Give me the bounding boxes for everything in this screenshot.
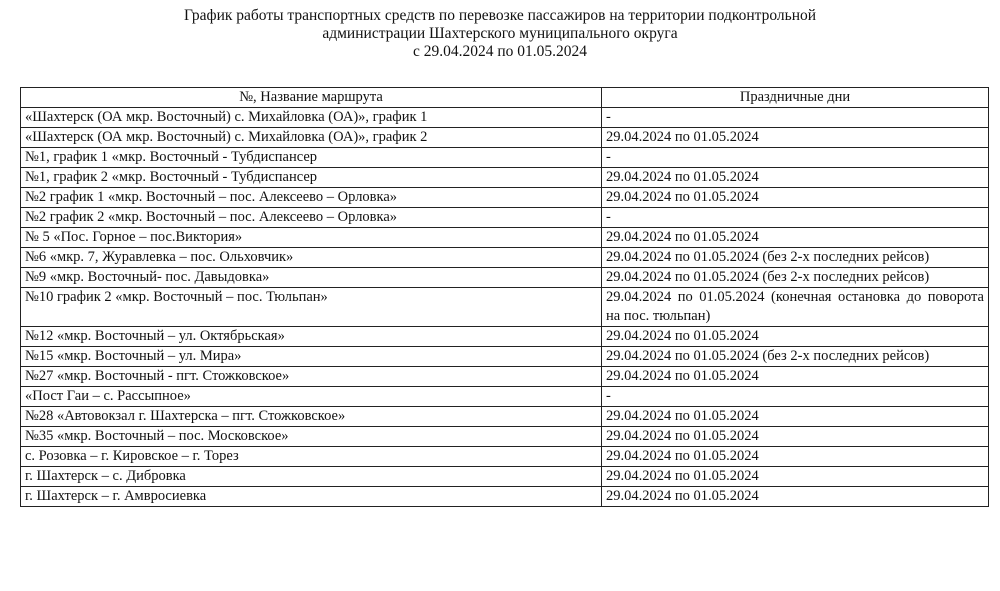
header-route: №, Название маршрута <box>21 88 602 108</box>
holiday-days-cell: 29.04.2024 по 01.05.2024 <box>602 168 989 188</box>
holiday-days-cell: 29.04.2024 по 01.05.2024 (без 2-х последних рейсов) <box>602 347 989 367</box>
holiday-days-cell: 29.04.2024 по 01.05.2024 (без 2-х последних рейсов) <box>602 268 989 288</box>
route-name-cell: №6 «мкр. 7, Журавлевка – пос. Ольховчик» <box>21 248 602 268</box>
table-row <box>21 168 989 188</box>
table-row <box>21 188 989 208</box>
holiday-days-cell: 29.04.2024 по 01.05.2024 <box>602 228 989 248</box>
holiday-days-cell: - <box>602 108 989 128</box>
table-row <box>21 148 989 168</box>
table-row <box>21 208 989 228</box>
holiday-days-cell: - <box>602 387 989 407</box>
table-row <box>21 288 989 327</box>
schedule-table <box>20 87 989 507</box>
route-name-cell: «Пост Гаи – с. Рассыпное» <box>21 387 602 407</box>
route-name-cell: «Шахтерск (ОА мкр. Восточный) с. Михайловка (ОА)», график 1 <box>21 108 602 128</box>
route-name-cell: №28 «Автовокзал г. Шахтерска – пгт. Стожковское» <box>21 407 602 427</box>
document-title <box>0 7 1000 61</box>
holiday-days-cell: 29.04.2024 по 01.05.2024 <box>602 407 989 427</box>
table-row <box>21 467 989 487</box>
title-line-1: График работы транспортных средств по перевозке пассажиров на территории подконтрольной <box>183 7 817 24</box>
holiday-days-cell: 29.04.2024 по 01.05.2024 <box>602 367 989 387</box>
holiday-days-cell: - <box>602 208 989 228</box>
table-row <box>21 387 989 407</box>
route-name-cell: №27 «мкр. Восточный - пгт. Стожковское» <box>21 367 602 387</box>
route-name-cell: №2 график 1 «мкр. Восточный – пос. Алексеево – Орловка» <box>21 188 602 208</box>
table-row <box>21 367 989 387</box>
route-name-cell: № 5 «Пос. Горное – пос.Виктория» <box>21 228 602 248</box>
route-name-cell: №12 «мкр. Восточный – ул. Октябрьская» <box>21 327 602 347</box>
table-row <box>21 487 989 507</box>
table-row <box>21 248 989 268</box>
title-line-2: администрации Шахтерского муниципального округа <box>322 25 678 42</box>
title-line-3: с 29.04.2024 по 01.05.2024 <box>412 43 588 60</box>
table-row <box>21 108 989 128</box>
holiday-days-cell: 29.04.2024 по 01.05.2024 <box>602 188 989 208</box>
table-body <box>21 108 989 507</box>
holiday-days-cell: 29.04.2024 по 01.05.2024 <box>602 427 989 447</box>
table-row <box>21 427 989 447</box>
header-holidays: Праздничные дни <box>602 88 989 108</box>
route-name-cell: №35 «мкр. Восточный – пос. Московское» <box>21 427 602 447</box>
route-name-cell: №2 график 2 «мкр. Восточный – пос. Алексеево – Орловка» <box>21 208 602 228</box>
holiday-days-cell: 29.04.2024 по 01.05.2024 <box>602 447 989 467</box>
route-name-cell: с. Розовка – г. Кировское – г. Торез <box>21 447 602 467</box>
table-row <box>21 228 989 248</box>
route-name-cell: №1, график 2 «мкр. Восточный - Тубдиспансер <box>21 168 602 188</box>
holiday-days-cell: - <box>602 148 989 168</box>
route-name-cell: г. Шахтерск – г. Амвросиевка <box>21 487 602 507</box>
holiday-days-cell: 29.04.2024 по 01.05.2024 <box>602 487 989 507</box>
holiday-days-cell: 29.04.2024 по 01.05.2024 <box>602 327 989 347</box>
route-name-cell: №10 график 2 «мкр. Восточный – пос. Тюльпан» <box>21 288 602 327</box>
route-name-cell: №1, график 1 «мкр. Восточный - Тубдиспансер <box>21 148 602 168</box>
holiday-days-cell: 29.04.2024 по 01.05.2024 (конечная остановка до поворота на пос. тюльпан) <box>602 288 989 327</box>
holiday-days-cell: 29.04.2024 по 01.05.2024 <box>602 128 989 148</box>
table-row <box>21 268 989 288</box>
table-header-row <box>21 88 989 108</box>
route-name-cell: «Шахтерск (ОА мкр. Восточный) с. Михайловка (ОА)», график 2 <box>21 128 602 148</box>
table-row <box>21 407 989 427</box>
table-row <box>21 128 989 148</box>
route-name-cell: №15 «мкр. Восточный – ул. Мира» <box>21 347 602 367</box>
table-row <box>21 347 989 367</box>
route-name-cell: г. Шахтерск – с. Дибровка <box>21 467 602 487</box>
holiday-days-cell: 29.04.2024 по 01.05.2024 <box>602 467 989 487</box>
table-row <box>21 327 989 347</box>
table-row <box>21 447 989 467</box>
holiday-days-cell: 29.04.2024 по 01.05.2024 (без 2-х последних рейсов) <box>602 248 989 268</box>
route-name-cell: №9 «мкр. Восточный- пос. Давыдовка» <box>21 268 602 288</box>
